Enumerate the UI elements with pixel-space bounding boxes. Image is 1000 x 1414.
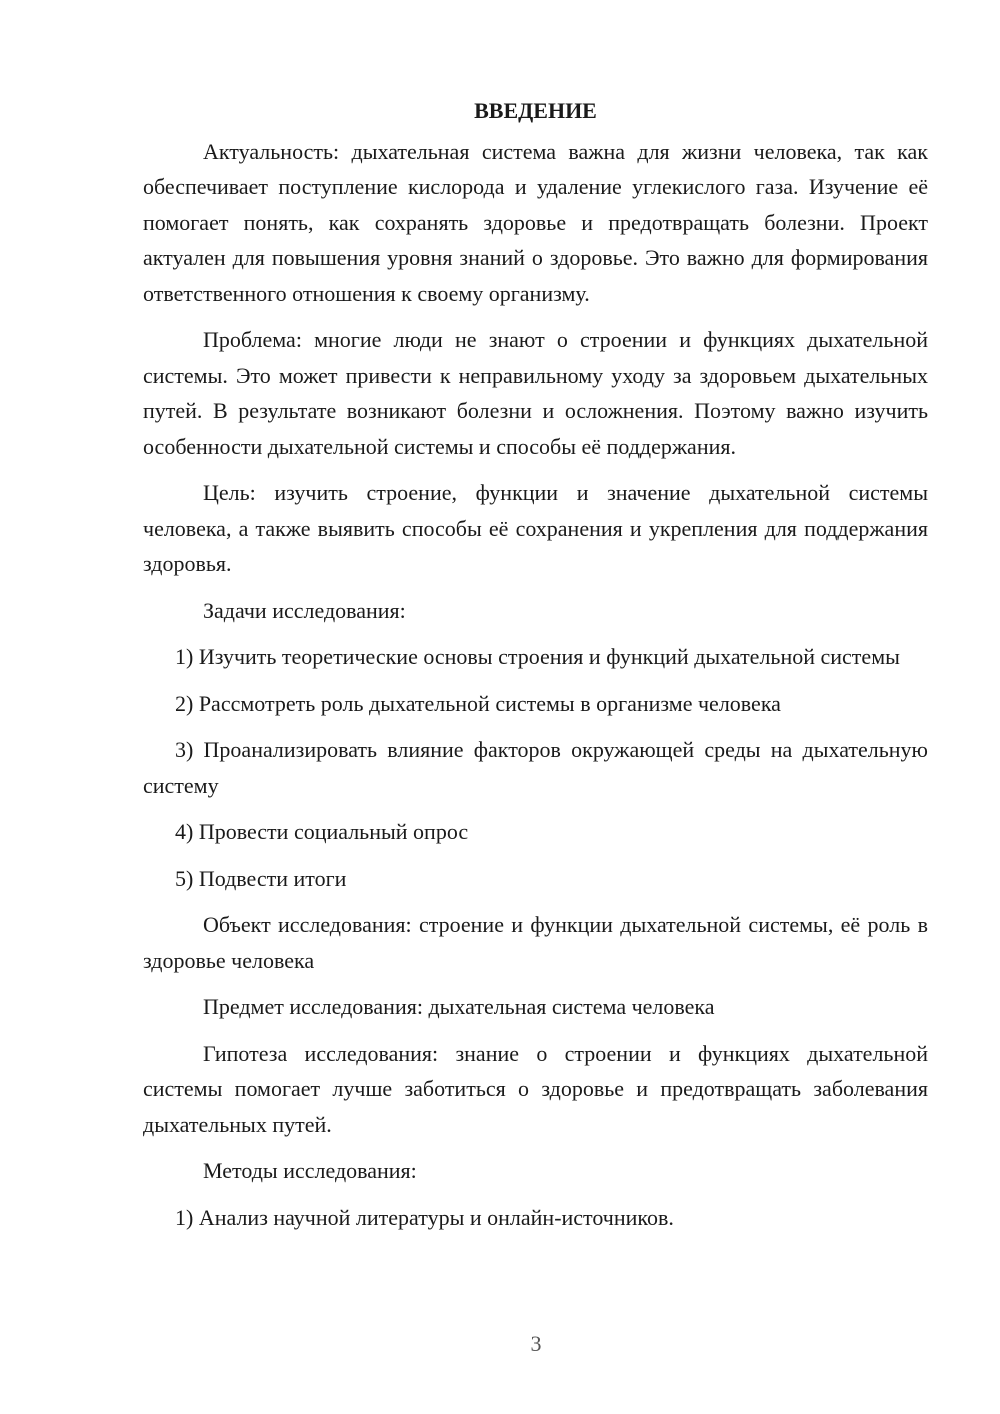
hypothesis-paragraph: Гипотеза исследования: знание о строении и функциях дыхательной системы помогает лучше заботиться о здоровье и предотвращать заболевания дыхательных путей.	[143, 1040, 928, 1137]
task-item: 3) Проанализировать влияние факторов окружающей среды на дыхательную систему	[143, 737, 928, 798]
page-number: 3	[530, 1331, 542, 1356]
task-item: 4) Провести социальный опрос	[175, 819, 469, 844]
task-item: 2) Рассмотреть роль дыхательной системы в организме человека	[175, 690, 781, 716]
page-content	[143, 93, 928, 1246]
problem-paragraph: Проблема: многие люди не знают о строении и функциях дыхательной системы. Это может привести к неправильному уходу за здоровьем дыхательных путей. В результате возникают болезни и осложнения. Поэтому важно изучить особенности дыхательной системы и способы её поддержания.	[143, 327, 928, 459]
task-item: 5) Подвести итоги	[175, 865, 347, 891]
object-paragraph: Объект исследования: строение и функции дыхательной системы, её роль в здоровье человека	[143, 912, 928, 973]
method-item: 1) Анализ научной литературы и онлайн-источников.	[175, 1204, 674, 1230]
goal-paragraph: Цель: изучить строение, функции и значение дыхательной системы человека, а также выявить способы её сохранения и укрепления для поддержания здоровья.	[143, 480, 928, 576]
methods-heading: Методы исследования:	[203, 1158, 417, 1183]
tasks-heading: Задачи исследования:	[203, 597, 406, 623]
task-item: 1) Изучить теоретические основы строения и функций дыхательной системы	[175, 644, 900, 669]
relevance-paragraph: Актуальность: дыхательная система важна для жизни человека, так как обеспечивает поступление кислорода и удаление углекислого газа. Изучение её помогает понять, как сохранять здоровье и предотвращать болезни. Проект актуален для повышения уровня знаний о здоровье. Это важно для формирования ответственного отношения к своему организму.	[143, 138, 928, 306]
subject-paragraph: Предмет исследования: дыхательная система человека	[203, 994, 715, 1019]
page-title: ВВЕДЕНИЕ	[474, 98, 597, 123]
